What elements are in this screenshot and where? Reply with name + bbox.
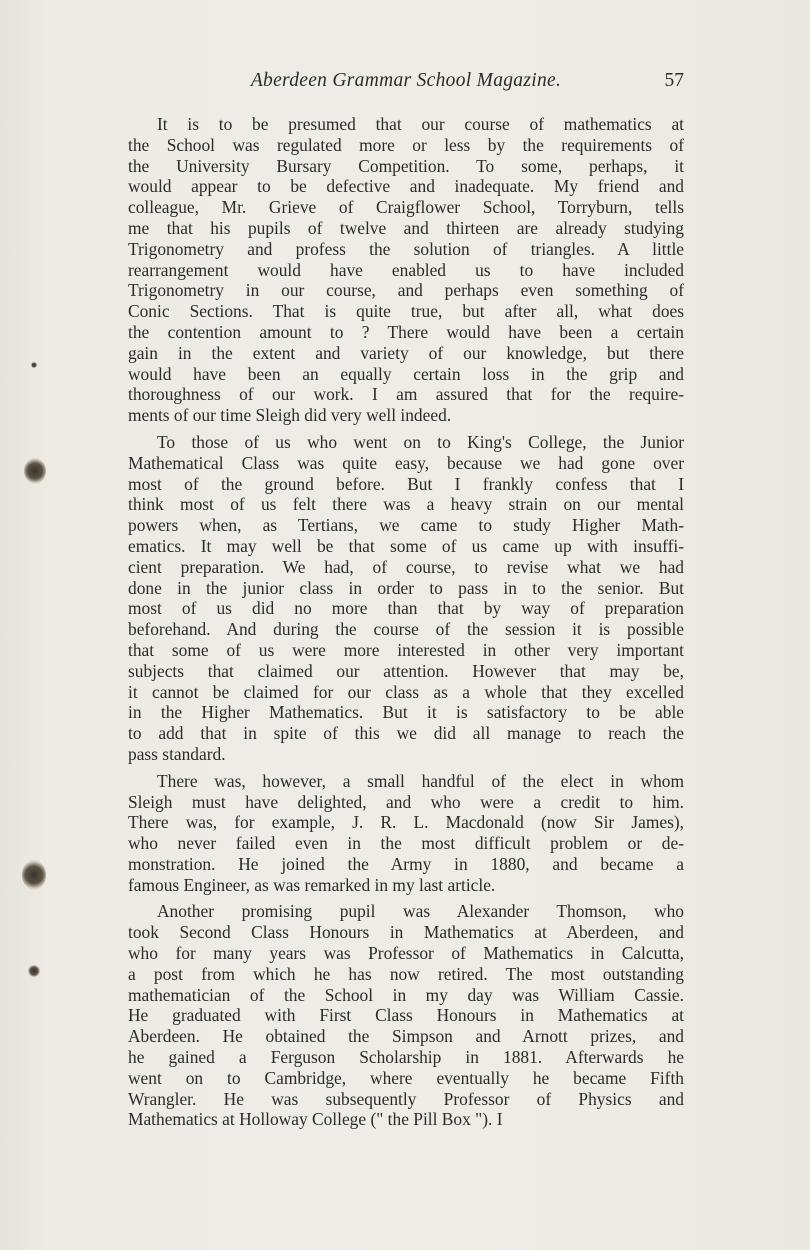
text-line: who never failed even in the most difficult problem or de- — [128, 833, 684, 854]
text-line: powers when, as Tertians, we came to study Higher Math- — [128, 515, 684, 536]
text-line: that some of us were more interested in other very important — [128, 639, 684, 660]
text-line: the contention amount to ? There would have been a certain — [128, 321, 684, 342]
text-line: It is to be presumed that our course of mathematics at — [157, 114, 684, 134]
text-line: think most of us felt there was a heavy strain on our mental — [128, 494, 684, 515]
binding-hole-mark — [24, 458, 46, 484]
text-line: gain in the extent and variety of our knowledge, but there — [128, 342, 684, 363]
text-line: the School was regulated more or less by the requirements of — [128, 134, 684, 155]
text-line: colleague, Mr. Grieve of Craigflower School, Torryburn, tells — [128, 197, 684, 218]
text-line: Another promising pupil was Alexander Thomson, who — [157, 901, 684, 922]
paragraph — [128, 771, 684, 896]
text-line: to add that in spite of this we did all manage to reach the — [128, 723, 684, 744]
text-line: went on to Cambridge, where eventually he became Fifth — [128, 1067, 684, 1088]
text-line: He graduated with First Class Honours in Mathematics at — [128, 1005, 684, 1026]
text-line: thoroughness of our work. I am assured that for the require- — [128, 384, 684, 405]
binding-hole-mark — [28, 965, 40, 977]
page-number: 57 — [664, 70, 684, 91]
text-line: a post from which he has now retired. The most outstanding — [128, 963, 684, 984]
text-line: rearrangement would have enabled us to have included — [128, 259, 684, 280]
text-line: Mathematical Class was quite easy, because we had gone over — [128, 452, 684, 473]
paragraph — [128, 901, 684, 1130]
text-line: he gained a Ferguson Scholarship in 1881. Afterwards he — [128, 1047, 684, 1068]
text-line: mathematician of the School in my day was William Cassie. — [128, 984, 684, 1005]
paragraph — [128, 114, 684, 426]
binding-hole-mark — [31, 362, 37, 368]
text-line: who for many years was Professor of Mathematics in Calcutta, — [128, 943, 684, 964]
text-line: Aberdeen. He obtained the Simpson and Arnott prizes, and — [128, 1026, 684, 1047]
text-line: ments of our time Sleigh did very well indeed. — [128, 405, 452, 426]
paragraph — [128, 432, 684, 765]
text-line: Mathematics at Holloway College (" the Pill Box "). I — [128, 1109, 503, 1130]
text-line: would have been an equally certain loss in the grip and — [128, 363, 684, 384]
text-line: There was, however, a small handful of the elect in whom — [157, 770, 684, 791]
text-line: monstration. He joined the Army in 1880, and became a — [128, 853, 684, 874]
text-line: most of us did no more than that by way of preparation — [128, 598, 684, 619]
text-line: There was, for example, J. R. L. Macdonald (now Sir James), — [128, 812, 684, 833]
text-line: To those of us who went on to King's College, the Junior — [157, 431, 684, 452]
text-line: done in the junior class in order to pass in to the senior. But — [128, 577, 684, 598]
text-line: would appear to be defective and inadequate. My friend and — [128, 176, 684, 197]
running-title: Aberdeen Grammar School Magazine. — [250, 70, 562, 91]
text-line: it cannot be claimed for our class as a whole that they excelled — [128, 681, 684, 702]
text-line: ematics. It may well be that some of us came up with insuffi- — [128, 535, 684, 556]
text-line: the University Bursary Competition. To some, perhaps, it — [128, 155, 684, 176]
text-line: pass standard. — [128, 743, 226, 764]
text-line: Wrangler. He was subsequently Professor of Physics and — [128, 1088, 684, 1109]
text-line: in the Higher Mathematics. But it is satisfactory to be able — [128, 702, 684, 723]
text-line: me that his pupils of twelve and thirteen are already studying — [128, 217, 684, 238]
binding-hole-mark — [22, 860, 46, 890]
article-body — [128, 114, 684, 1136]
text-line: Trigonometry and profess the solution of triangles. A little — [128, 238, 684, 259]
text-line: subjects that claimed our attention. However that may be, — [128, 660, 684, 681]
text-line: famous Engineer, as was remarked in my last article. — [128, 874, 496, 895]
text-line: most of the ground before. But I frankly confess that I — [128, 473, 684, 494]
text-line: Conic Sections. That is quite true, but after all, what does — [128, 301, 684, 322]
text-line: Trigonometry in our course, and perhaps even something of — [128, 280, 684, 301]
text-line: beforehand. And during the course of the session it is possible — [128, 619, 684, 640]
text-line: took Second Class Honours in Mathematics at Aberdeen, and — [128, 922, 684, 943]
text-line: Sleigh must have delighted, and who were a credit to him. — [128, 791, 684, 812]
text-line: cient preparation. We had, of course, to revise what we had — [128, 556, 684, 577]
page-header — [128, 70, 684, 100]
